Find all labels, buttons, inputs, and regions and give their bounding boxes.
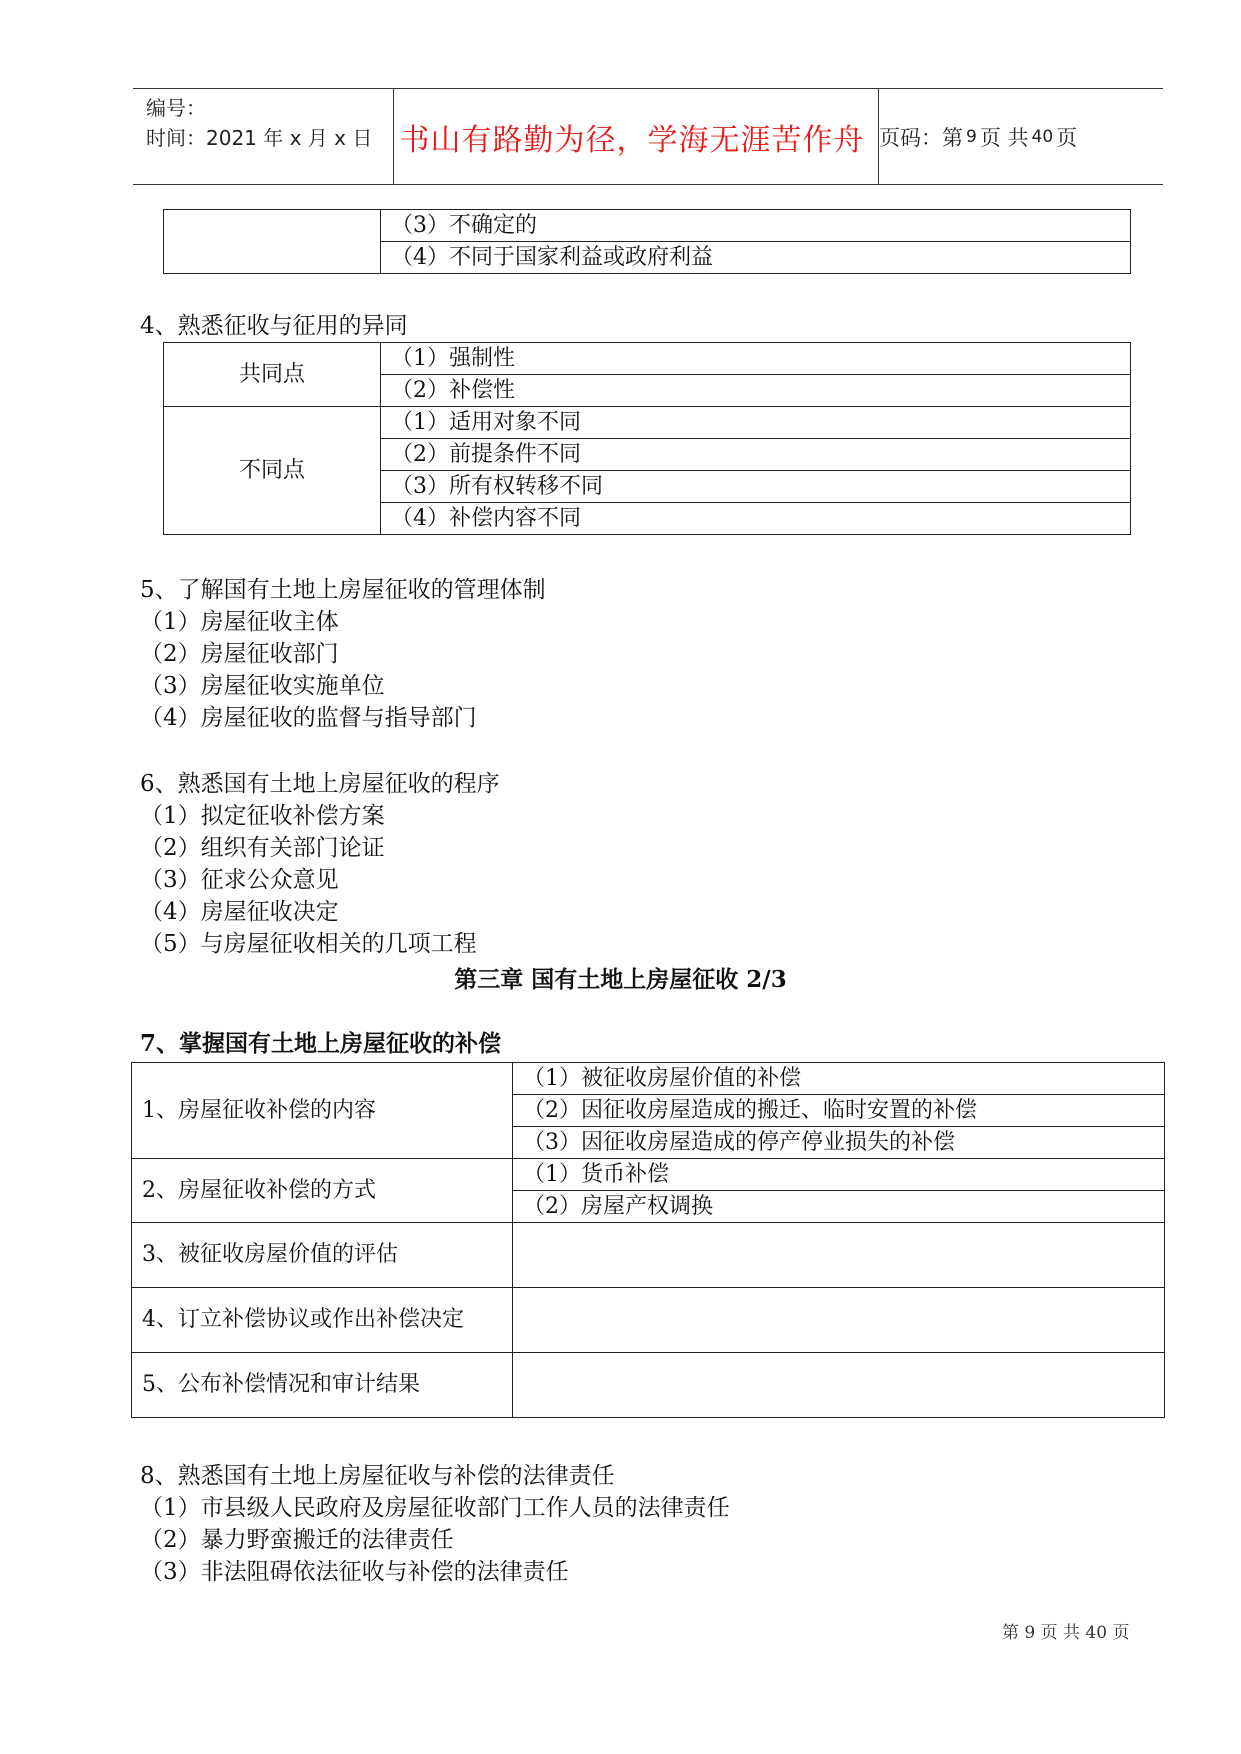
table-cell: （1）被征收房屋价值的补偿 bbox=[513, 1063, 1165, 1095]
list-item: （1）市县级人民政府及房屋征收部门工作人员的法律责任 bbox=[140, 1495, 730, 1521]
list-item: （3）非法阻碍依法征收与补偿的法律责任 bbox=[140, 1559, 569, 1585]
compensation-table bbox=[131, 1062, 1165, 1418]
row-label: 4、订立补偿协议或作出补偿决定 bbox=[132, 1288, 513, 1353]
header-motto: 书山有路勤为径，学海无涯苦作舟 bbox=[399, 122, 865, 158]
table-cell: （2）因征收房屋造成的搬迁、临时安置的补偿 bbox=[513, 1095, 1165, 1127]
table-cell: （4）补偿内容不同 bbox=[381, 503, 1131, 535]
table-cell: （1）强制性 bbox=[381, 343, 1131, 375]
row-label: 3、被征收房屋价值的评估 bbox=[132, 1223, 513, 1288]
list-item: （5）与房屋征收相关的几项工程 bbox=[140, 931, 477, 957]
list-item: （3）征求公众意见 bbox=[140, 867, 339, 893]
chapter-title: 第三章 国有土地上房屋征收 2/3 bbox=[454, 966, 787, 993]
continued-table bbox=[163, 209, 1131, 274]
table-cell-empty bbox=[164, 210, 381, 274]
page-footer: 第 9 页 共 40 页 bbox=[1002, 1623, 1130, 1643]
page-number: 9 bbox=[966, 126, 977, 147]
section-7-title: 7、掌握国有土地上房屋征收的补偿 bbox=[140, 1030, 502, 1057]
row-label: 5、公布补偿情况和审计结果 bbox=[132, 1353, 513, 1418]
page-header bbox=[133, 88, 1163, 185]
page-total: 40 bbox=[1031, 126, 1054, 147]
section-6-title: 6、熟悉国有土地上房屋征收的程序 bbox=[140, 771, 500, 797]
section-5-title: 5、了解国有土地上房屋征收的管理体制 bbox=[140, 577, 546, 603]
list-item: （1）房屋征收主体 bbox=[140, 609, 339, 635]
section-8-title: 8、熟悉国有土地上房屋征收与补偿的法律责任 bbox=[140, 1463, 615, 1489]
page-suffix: 页 bbox=[1056, 125, 1078, 150]
table-cell-empty bbox=[513, 1223, 1165, 1288]
table-cell: （4）不同于国家利益或政府利益 bbox=[381, 242, 1131, 274]
list-item: （2）房屋征收部门 bbox=[140, 641, 339, 667]
table-cell: （3）不确定的 bbox=[381, 210, 1131, 242]
section-8 bbox=[140, 1460, 730, 1588]
table-cell-empty bbox=[513, 1288, 1165, 1353]
list-item: （2）组织有关部门论证 bbox=[140, 835, 385, 861]
row-label: 1、房屋征收补偿的内容 bbox=[132, 1063, 513, 1159]
section-6 bbox=[140, 768, 500, 960]
table-cell: （2）前提条件不同 bbox=[381, 439, 1131, 471]
table-cell: （3）所有权转移不同 bbox=[381, 471, 1131, 503]
list-item: （4）房屋征收的监督与指导部门 bbox=[140, 705, 477, 731]
section-4-title: 4、熟悉征收与征用的异同 bbox=[140, 313, 408, 339]
table-cell-empty bbox=[513, 1353, 1165, 1418]
header-page-info bbox=[879, 89, 1077, 184]
section-5 bbox=[140, 574, 546, 734]
list-item: （4）房屋征收决定 bbox=[140, 899, 339, 925]
page-prefix: 页码：第 bbox=[879, 125, 963, 150]
table-cell: （3）因征收房屋造成的停产停业损失的补偿 bbox=[513, 1127, 1165, 1159]
table-cell: （2）补偿性 bbox=[381, 375, 1131, 407]
page-mid: 页 共 bbox=[979, 125, 1029, 150]
list-item: （1）拟定征收补偿方案 bbox=[140, 803, 385, 829]
comparison-table bbox=[163, 342, 1131, 535]
list-item: （2）暴力野蛮搬迁的法律责任 bbox=[140, 1527, 454, 1553]
row-label: 2、房屋征收补偿的方式 bbox=[132, 1159, 513, 1223]
time-label: 时间：2021 年 x 月 x 日 bbox=[146, 126, 373, 150]
table-cell: （1）货币补偿 bbox=[513, 1159, 1165, 1191]
serial-label: 编号： bbox=[146, 96, 206, 120]
header-meta bbox=[146, 93, 372, 153]
common-label: 共同点 bbox=[164, 343, 381, 407]
diff-label: 不同点 bbox=[164, 407, 381, 535]
table-cell: （2）房屋产权调换 bbox=[513, 1191, 1165, 1223]
table-cell: （1）适用对象不同 bbox=[381, 407, 1131, 439]
list-item: （3）房屋征收实施单位 bbox=[140, 673, 385, 699]
